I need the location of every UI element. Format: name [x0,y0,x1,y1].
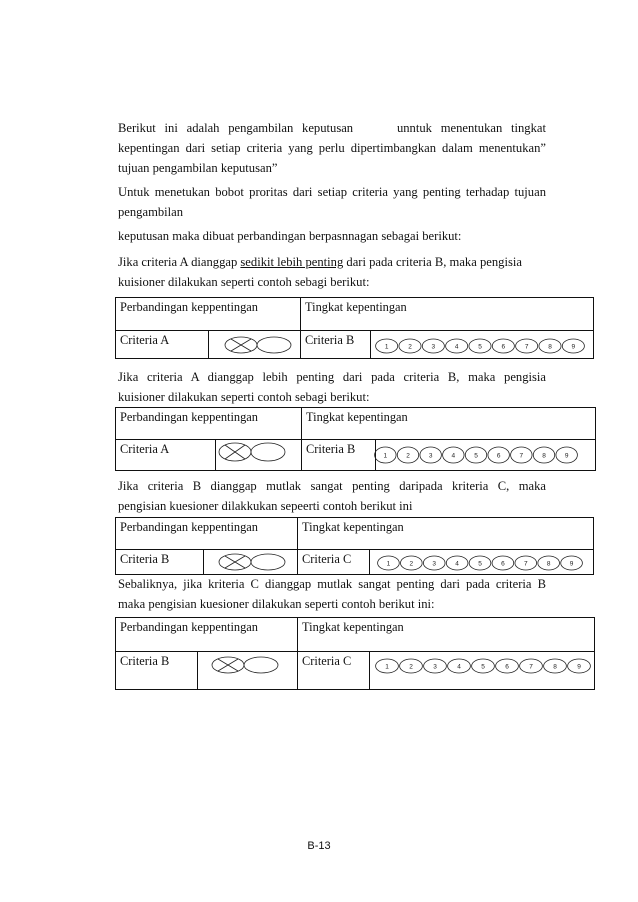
scale-label-2: 2 [408,343,412,351]
rating-scale[interactable] [375,658,591,674]
scale-label-2: 2 [406,452,410,460]
scale-label-8: 8 [546,560,551,568]
scale-label-1: 1 [385,663,389,671]
scale-label-2: 2 [409,560,414,568]
criteria-left: Criteria A [116,331,209,359]
keputusan-paragraph [118,226,546,246]
oval-pair-icon [218,552,290,572]
table-header-right: Tingkat kepentingan [298,618,595,652]
case1-paragraph [118,252,546,292]
case2-line1: Jika criteria A dianggap lebih penting dari pada criteria B, maka pengisia [118,370,546,384]
criteria-left: Criteria A [116,440,216,471]
case4-paragraph [118,574,546,614]
scale-label-4: 4 [457,663,461,671]
criteria-left: Criteria B [116,550,204,575]
scale-label-4: 4 [454,343,459,351]
scale-label-3: 3 [432,560,437,568]
comparison-table-4 [115,617,595,690]
intro-paragraph [118,118,546,178]
case2-paragraph [118,367,546,407]
table-header-right: Tingkat kepentingan [302,408,596,440]
oval-pair-icon [211,655,283,675]
scale-label-8: 8 [548,343,552,351]
scale-label-5: 5 [474,452,478,460]
scale-label-8: 8 [553,663,557,671]
case4-line1: Sebaliknya, jika kriteria C dianggap mutlak sangat penting dari pada criteria B [118,577,546,591]
table-header-right: Tingkat kepentingan [298,518,594,550]
case2-line2: kuisioner dilakukan seperti contoh sebagi berikut: [118,390,370,404]
scale-label-7: 7 [519,452,524,460]
scale-label-1: 1 [386,560,391,568]
criteria-right: Criteria C [298,652,370,690]
intro-line3: tujuan pengambilan keputusan” [118,161,278,175]
keputusan-line: keputusan maka dibuat perbandingan berpasnnagan sebagai berikut: [118,229,462,243]
oval-pair-icon [224,335,296,355]
intro-line1-b: unntuk menentukan tingkat [396,121,546,135]
scale-label-4: 4 [455,560,459,568]
bobot-line1: Untuk menetukan bobot proritas dari setiap criteria yang penting terhadap tujuan [118,185,546,199]
scale-label-4: 4 [451,452,456,460]
scale-label-7: 7 [524,343,529,351]
bobot-paragraph [118,182,546,222]
scale-label-3: 3 [431,343,436,351]
scale-label-2: 2 [409,663,413,671]
scale-label-6: 6 [505,663,509,671]
scale-label-6: 6 [496,452,501,460]
scale-label-6: 6 [501,560,505,568]
scale-label-3: 3 [428,452,433,460]
scale-label-3: 3 [433,663,437,671]
table-header-left: Perbandingan keppentingan [116,298,301,331]
page-number: B-13 [307,840,331,852]
table-header-right: Tingkat kepentingan [301,298,594,331]
criteria-right: Criteria B [302,440,376,471]
scale-label-5: 5 [478,343,482,351]
criteria-right: Criteria C [298,550,370,575]
rating-scale[interactable] [375,338,585,354]
rating-scale[interactable] [377,555,583,571]
case1-line1-a: Jika criteria A dianggap [118,255,241,269]
scale-label-7: 7 [523,560,528,568]
case1-underlined: sedikit lebih penting [240,255,344,269]
table-header-left: Perbandingan keppentingan [116,518,298,550]
case3-line1: Jika criteria B dianggap mutlak sangat penting daripada kriteria C, maka [118,479,546,493]
table-header-left: Perbandingan keppentingan [116,408,302,440]
criteria-left: Criteria B [116,652,198,690]
case4-line2: maka pengisian kuesioner dilakukan seperti contoh berikut ini: [118,597,435,611]
criteria-right: Criteria B [301,331,371,359]
intro-line1-a: Berikut ini adalah pengambilan keputusan [118,121,354,135]
scale-label-5: 5 [481,663,485,671]
case3-paragraph [118,476,546,516]
scale-label-9: 9 [569,560,574,568]
intro-line2: kepentingan dari setiap criteria yang perlu dipertimbangkan dalam menentukan” [118,141,546,155]
bobot-line2: pengambilan [118,205,184,219]
case1-line1-b: dari pada criteria B, maka pengisia [343,255,522,269]
scale-label-1: 1 [384,343,389,351]
case3-line2: pengisian kuesioner dilakkukan sepeerti contoh berikut ini [118,499,413,513]
case1-line2: kuisioner dilakukan seperti contoh sebagi berikut: [118,275,370,289]
scale-label-9: 9 [564,452,569,460]
scale-label-8: 8 [542,452,546,460]
table-header-left: Perbandingan keppentingan [116,618,298,652]
rating-scale[interactable] [374,446,578,464]
oval-pair-icon [218,441,290,463]
scale-label-9: 9 [577,663,581,671]
scale-label-1: 1 [383,452,388,460]
scale-label-9: 9 [571,343,576,351]
scale-label-5: 5 [478,560,482,568]
scale-label-7: 7 [529,663,533,671]
scale-label-6: 6 [501,343,506,351]
